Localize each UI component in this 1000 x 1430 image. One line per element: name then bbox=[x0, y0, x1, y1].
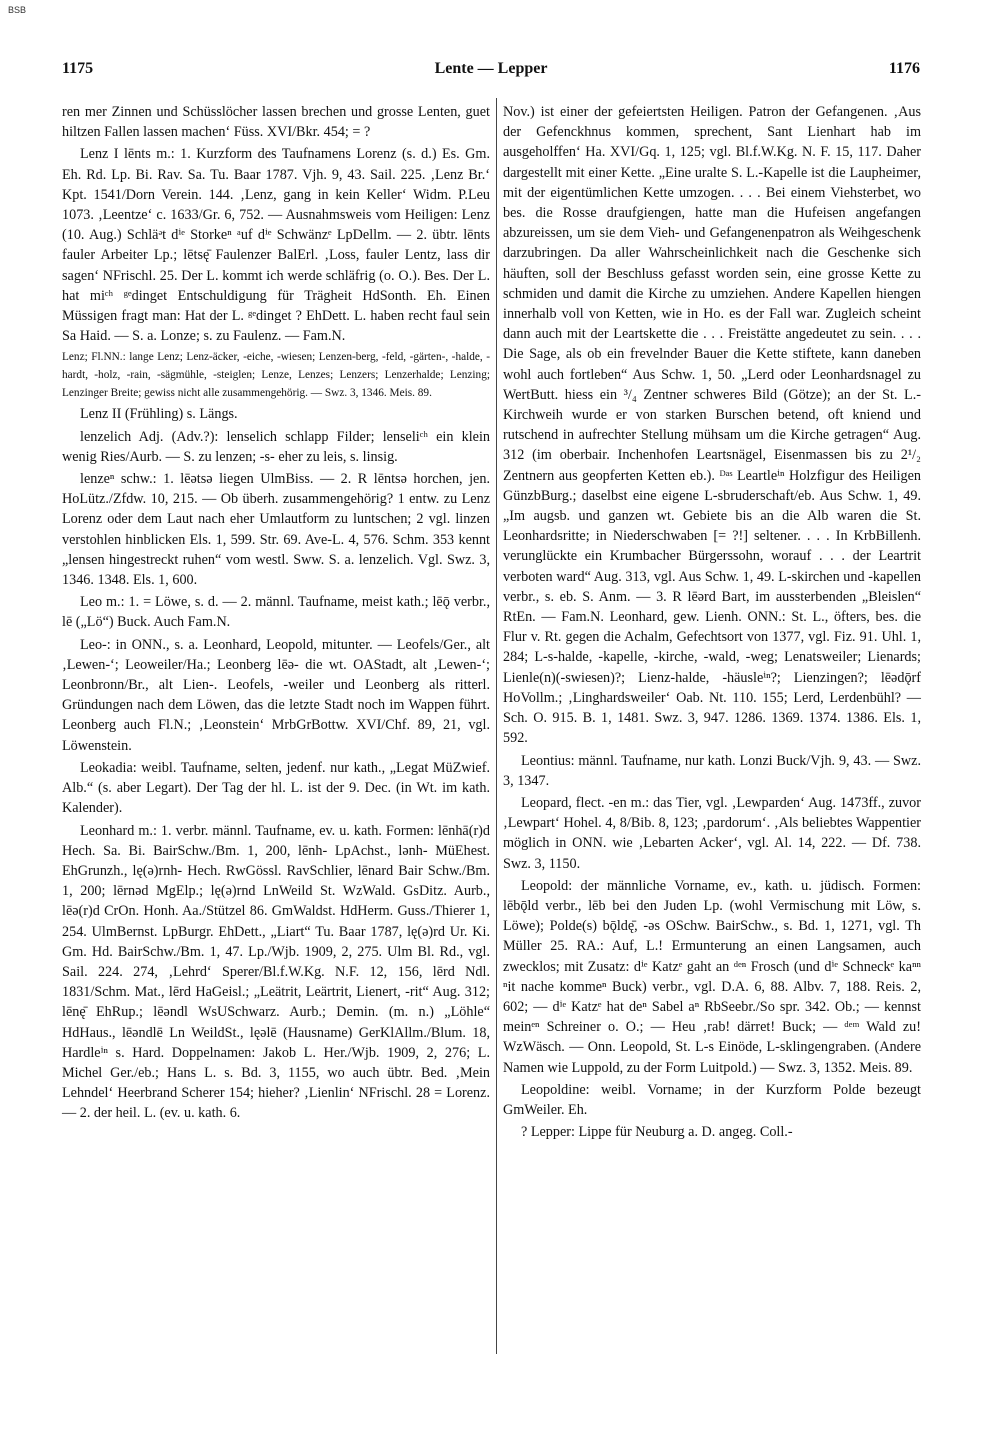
dictionary-entry: ? Lepper: Lippe für Neuburg a. D. angeg. Coll.- bbox=[521, 1124, 793, 1141]
dictionary-entry: lenzelich Adj. (Adv.?): lenselich schlapp Filder; lenseliᶜʰ ein klein wenig Ries/Aurb. — S. zu lenzen; -s- eher zu leis, s. linsig. bbox=[62, 428, 490, 465]
dictionary-entry: Lenz; Fl.NN.: lange Lenz; Lenz-äcker, -eiche, -wiesen; Lenzen-berg, -feld, -gärten-, -halde, -hardt, -holz, -rain, -sägmühle, -steiglen; Lenze, Lenzes; Lenzers; Lenzerhalde; Lenzing; Lenzinger Breite; gewiss nicht alle zusammengehörig. — Swz. 3, 1346. Meis. 89. bbox=[62, 351, 490, 400]
running-title: Lente — Lepper bbox=[434, 60, 548, 77]
dictionary-entry: ren mer Zinnen und Schüsslöcher lassen brechen und grosse Lenten, guet hiltzen Fallen lassen machen‘ Füss. XVI/Bkr. 454; = ? bbox=[62, 104, 490, 141]
left-column bbox=[62, 102, 490, 1124]
dictionary-entry: Lenz I lēnts m.: 1. Kurzform des Taufnamens Lorenz (s. d.) Es. Gm. Eh. Rd. Lp. Bi. Rav. Sa. Tu. Baar 1787. Vjh. 9, 43. Sail. 225. ‚Lenz Br.‘ Kpt. 1541/Dorn Verein. 144. ‚Lenz, gang in kein Keller‘ Widm. P.Leu 1073. ‚Leentze‘ c. 1633/Gr. 6, 752. — Ausnahmsweis vom Heiligen: Lenz (10. Aug.) Schläᵊt dⁱᵉ Storkeⁿ ᵃuf dⁱᵉ Schwänzᵉ LpDellm. — 2. übtr. lēnts fauler Arbeiter Lp.; lētsę̄ Faulenzer BalErl. ‚Loss, fauler Lentz, lass dir sagen‘ NFrischl. 25. Der L. kommt ich werde schläfrig (o. O.). Bes. Der L. hat miᶜʰ ᵍᵉdinget Entschuldigung für Trägheit HdSonth. Eh. Einen Müssigen fragt man: Hat der L. ᵍᵉdinget ? EhDett. L. haben recht faul sein Sa Haid. — S. a. Lonze; s. zu Faulenz. — Fam.N. bbox=[62, 146, 490, 345]
page-number-right: 1176 bbox=[888, 60, 920, 77]
dictionary-entry: Leontius: männl. Taufname, nur kath. Lonzi Buck/Vjh. 9, 43. — Swz. 3, 1347. bbox=[503, 752, 921, 789]
dictionary-entry: Leopold: der männliche Vorname, ev., kath. u. jüdisch. Formen: lēbǭld verbr., lēb bei den Juden Lp. (wohl Vermischung mit Löw, s. Löwe); Polde(s) bǭldę̄, -əs OSchw. BairSchw., s. Bd. 1, 1271, vgl. Th Müller 25. RA.: Auf, L.! Ermunterung an einen Langsamen, auch zwecklos; mit Zusatz: dⁱᵉ Katzᵉ gaht an ᵈᵉⁿ Frosch (und dⁱᵉ Schneckᵉ kaⁿⁿ ⁿit nache kommeⁿ Buck) verbr., vgl. D.A. 6, 88. Albv. 7, 188. Reis. 2, 602; — dⁱᵉ Katzᵉ hat deⁿ Sabel aⁿ RbSeebr./So spr. 342. Ob.; — kennst meinᵉⁿ Schreiner o. O.; — Heu ‚rab! därret! Buck; — ᵈᵉᵐ Wald zu! WzWäsch. — Onn. Leopold, St. L-s Einöde, L-sklingengraben. (Andere Namen wie Luppold, zu der Form Luitpold.) — Swz. 3, 1352. Meis. 89. bbox=[503, 877, 921, 1076]
dictionary-entry: Leopoldine: weibl. Vorname; in der Kurzform Polde bezeugt GmWeiler. Eh. bbox=[503, 1081, 921, 1118]
dictionary-entry: Leo m.: 1. = Löwe, s. d. — 2. männl. Taufname, meist kath.; lēǭ verbr., lē („Lö“) Buck. Auch Fam.N. bbox=[62, 594, 490, 631]
dictionary-entry: Nov.) ist einer der gefeiertsten Heiligen. Patron der Gefangenen. ‚Aus der Gefenckhnus kommen, sprechent, Sant Lienhart hab im ausgeholffen‘ Ha. XVI/Gq. 1, 125; vgl. Bl.f.W.Kg. N. F. 15, 117. Daher dargestellt mit einer Kette. „Eine uralte S. L.-Kapelle ist die Laupheimer, mit der eigentümlichen Kette umzogen. . . . Bei einem Viehsterbet, wo bes. die Rosse draufgiengen, hatte man die Hufeisen angefangen abzureissen, um sie dem Vieh- und Gefangenenpatron als Weihgeschenk darzubringen. Da aller Wahrscheinlichkeit nach die Geschenke sich häuften, soll der Beschluss gefasst worden sein, eine grosse Kette zu schmiden und damit die Kirche zu umziehen. Andere Kapellen hiengen innerhalb voll von Ketten, wie in Ho. es der Fall war. Zugleich scheint dann auch mit der Leartskette die . . . Freistätte angedeutet zu sein. . . . Die Sage, als ob ein frevelnder Bauer die Kette stiftete, kann daneben wohl auch fortleben“ Aus Schw. 1, 50. „Lerd oder Leonhardsnagel zu WertButt. hiess ein ³/₄ Zentner schweres Bild (Götze); an der St. L.-Kirchweih wurde er von starken Burschen betend, oft kniend und rutschend in aufrechter Stellung mühsam um die Kirche getragen“ Aug. 312 (im oberbair. Inchenhofen Leartsnägel, Eisenmassen bis zu 2¹/₂ Zentnern aus geopferten Ketten eb.). ᴰᵃˢ Leartleⁱⁿ Holzfigur des Heiligen GünzbBurg.; daselbst eine eigene L-sbruderschaft/eb. Aus Schw. 1, 49. „Im augsb. und ganzen wt. Gebiete bis an die Alb waren die St. Leonhardsritte; in Niederschwaben [= ?!] seltener. . . . In KrbBillenh. verunglückte ein Krumbacher Bürgerssohn, worauf . . . der Leartrit verboten ward“ Aug. 313, vgl. Aus Schw. 1, 49. L-skirchen und -kapellen verbr., s. eb. S. Anm. — 3. R lēərd Bart, im aussterbenden „Bleislen“ RtEn. — Fam.N. Leonhard, gew. Lienh. ONN.: St. L., öfters, bes. die Flur v. Rt. gegen die Achalm, Gefechtsort von 1377, vgl. Fiz. 91. Uhl. 1, 284; L-s-halde, -kapelle, -kirche, -wald, -weg; Lenatsweiler; Lienards; Lienle(n)(-swiesen)?; Lienz-halde, -häusleⁱⁿ?; Lienzingen?; lēədǭrf HoVollm.; ‚Linghardsweiler‘ Oab. Nt. 110. 155; Lerd, Lerdenbühl? — Sch. O. 915. B. 1, 1481. Swz. 3, 947. 1286. 1369. 1374. 1386. Els. 1, 592. bbox=[503, 104, 921, 747]
dictionary-entry: Leonhard m.: 1. verbr. männl. Taufname, ev. u. kath. Formen: lēnhā(r)d Hech. Sa. Bi. BairSchw./Bm. 1, 200, lēnh- LpAchst., lənh- MüEhest. EhGrunzh., lę(ə)rnh- Hech. RwGössl. RavSchlier, lēnard Bair Schw./Bm. 1, 200; lērnəd MgElp.; lę(ə)rnd LnWeild St. WzWald. GsDitz. Aurb., lēə(r)d CrOn. Honh. Aa./Stützel 86. GmWaldst. HdHerm. Guss./Thierer 1, 254. UlmBernst. LpBurgr. EhDett., „Liart“ Tu. Baar 1787, lę(ə)rd Ur. Ki. Gm. Hd. BairSchw./Bm. 1, 47. Lp./Wjb. 1909, 2, 275. Ulm Bl. Rd., vgl. Sail. 224. 274, ‚Lehrd‘ Sperer/Bl.f.W.Kg. N.F. 12, 156, lērd Ndl. 1831/Schm. Mat., lērd HaGeisl.; „Leätrit, Leärtrit, Lienert, -rit“ Aug. 312; lēnę̄ EhRup.; lēəndl WsUSchwarz. Aurb.; Demin. (m. n.) „Löhle“ HdHaus., lēəndlē Ln WeildSt., lęəlē (Hausname) GerKlAllm./Blum. 18, Hardleⁱⁿ s. Hard. Doppelnamen: Jakob L. Her./Wjb. 1909, 2, 276; L. Michel Ger./eb.; Hans L. s. Bd. 3, 1155, wo auch übtr. Bed. ‚Mein Lehndel‘ Heerbrand Scherer 154; hieher? ‚Lienlin‘ NFrischl. 28 = Lorenz. — 2. der heil. L. (ev. u. kath. 6. bbox=[62, 822, 490, 1122]
dictionary-entry: Leo-: in ONN., s. a. Leonhard, Leopold, mitunter. — Leofels/Ger., alt ‚Lewen-‘; Leoweiler/Ha.; Leonberg lēə- die wt. OAStadt, alt ‚Lewen-‘; Leonbronn/Br., alt Lien-. Leofels, -weiler und Leonberg als ritterl. Gründungen nach dem Löwen, das die letzte Stadt noch im Wappen führt. Leonberg auch Fl.N.; ‚Leonstein‘ MrbGrBottw. XVI/Chf. 89, 21, vgl. Löwenstein. bbox=[62, 636, 490, 754]
page-number-left: 1175 bbox=[62, 60, 94, 77]
dictionary-entry: lenzeⁿ schw.: 1. lēətsə liegen UlmBiss. — 2. R lēntsə horchen, jen. HoLütz./Zfdw. 10, 215. — Ob überh. zusammengehörig? 1 entw. zu Lenz Lorenz oder dem Laut nach eher Umlautform zu luntschen; 2 vgl. linzen verstohlen hinblicken Els. 1, 599. Str. 69. Ave-L. 4, 576. Schm. 353 kennt „lensen hingestreckt ruhen“ vom westl. Sww. S. a. lenzelich. Vgl. Swz. 3, 1346. 1348. Els. 1, 600. bbox=[62, 471, 490, 589]
dictionary-entry: Leopard, flect. -en m.: das Tier, vgl. ‚Lewparden‘ Aug. 1473ff., zuvor ‚Lewpart‘ Hohel. 4, 8/Bib. 8, 123; ‚pardorum‘. ‚Als beliebtes Wappentier möglich in ONN. wie ‚Lebarten Acker‘, vgl. Al. 14, 222. — Df. 738. Swz. 3, 1150. bbox=[503, 794, 921, 872]
dictionary-entry: Leokadia: weibl. Taufname, selten, jedenf. nur kath., „Legat MüZwief. Alb.“ (s. aber Legart). Der Tag der hl. L. ist der 9. Dec. (in Wt. im kath. Kalender). bbox=[62, 759, 490, 817]
library-stamp: BSB bbox=[8, 5, 27, 15]
right-column bbox=[503, 102, 921, 1142]
dictionary-entry: Lenz II (Frühling) s. Längs. bbox=[80, 406, 238, 423]
page-header bbox=[62, 60, 920, 90]
column-divider bbox=[496, 98, 497, 1354]
